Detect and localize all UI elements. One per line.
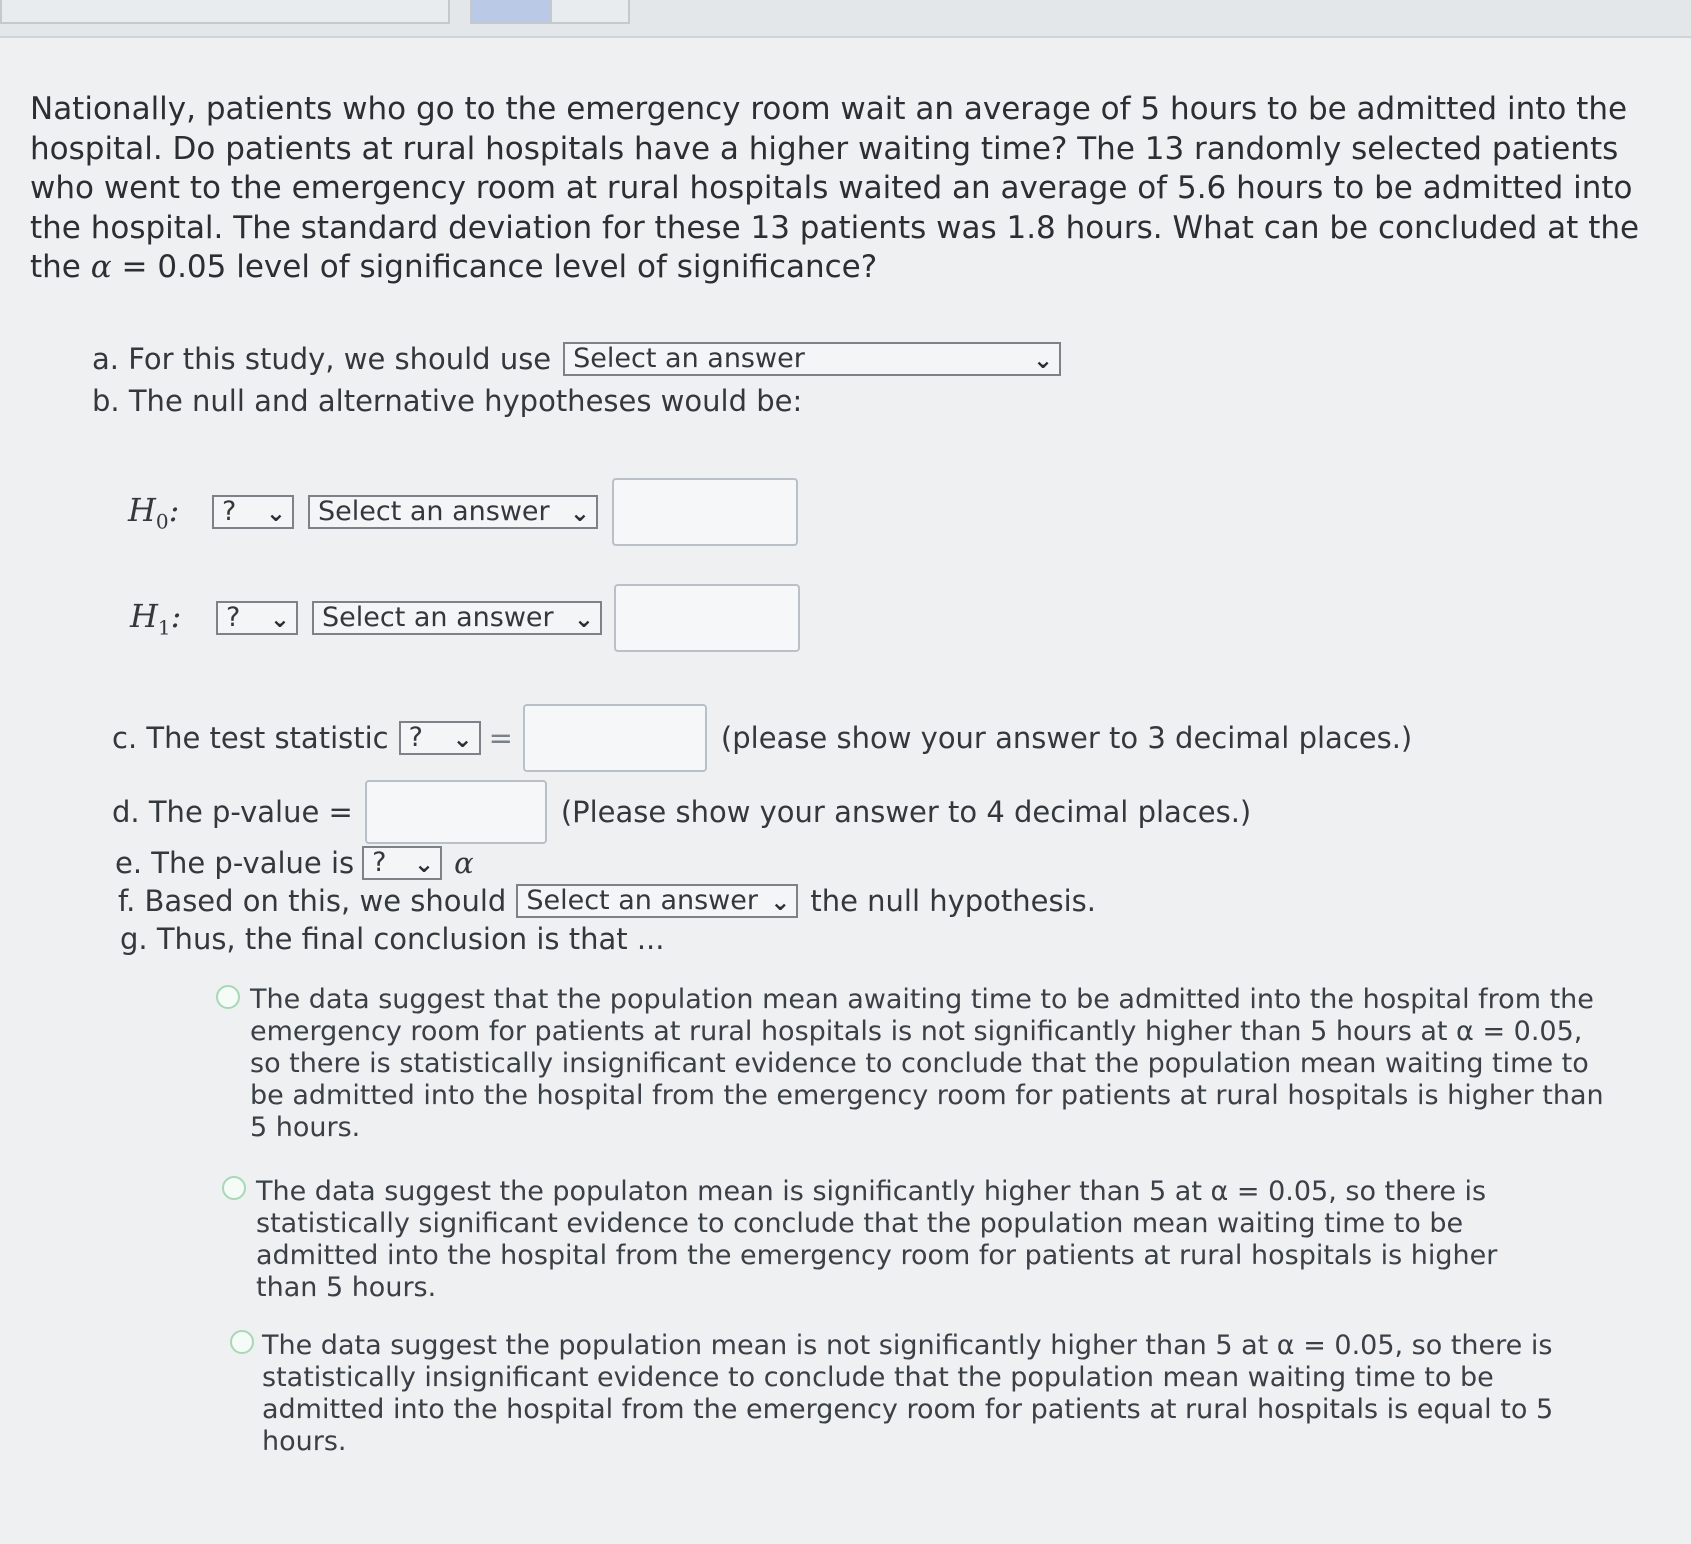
p-value-comparison-select[interactable]: [362, 846, 442, 880]
part-c-hint: (please show your answer to 3 decimal places.): [720, 721, 1413, 755]
h0-parameter-select[interactable]: [308, 495, 598, 529]
alpha-symbol: α: [90, 249, 112, 285]
part-a: [92, 342, 1061, 376]
h0-label: [128, 491, 208, 533]
chevron-down-icon: ⌄: [269, 605, 290, 633]
p-value-comparison-value: ?: [372, 847, 387, 878]
part-d-hint: (Please show your answer to 4 decimal places.): [560, 795, 1252, 829]
chevron-down-icon: ⌄: [573, 605, 594, 633]
h0-parameter-value: Select an answer: [318, 496, 550, 527]
conclusion-option[interactable]: The data suggest the populaton mean is significantly higher than 5 at α = 0.05, so there is statistically significant evidence to conclude that the population mean waiting time to be admitted into the hospital from the emergency room for patients at rural hospitals is higher than 5 hours.: [256, 1176, 1498, 1303]
h1-operator-value: ?: [226, 602, 241, 633]
part-c-label: c. The test statistic: [112, 721, 389, 755]
radio-circle-icon[interactable]: [230, 1330, 254, 1354]
equals-sign: =: [488, 721, 513, 755]
part-e: [115, 846, 474, 880]
radio-circle-icon[interactable]: [216, 985, 240, 1009]
h1-parameter-select[interactable]: [312, 601, 602, 635]
alternative-hypothesis-row: [130, 584, 800, 652]
chevron-down-icon: ⌄: [1033, 346, 1054, 374]
study-type-select[interactable]: [563, 342, 1061, 376]
part-d-label: d. The p-value =: [112, 795, 353, 829]
test-statistic-select-value: ?: [408, 722, 423, 753]
h0-subscript: 0: [155, 509, 169, 534]
h1-parameter-value: Select an answer: [322, 602, 554, 633]
part-a-label: a. For this study, we should use: [92, 342, 552, 376]
p-value-input[interactable]: [365, 780, 547, 844]
part-b-label: b. The null and alternative hypotheses would be:: [92, 384, 803, 418]
h1-value-input[interactable]: [614, 584, 800, 652]
h1-operator-select[interactable]: [216, 601, 298, 635]
null-hypothesis-row: [128, 478, 798, 546]
part-g: [120, 922, 664, 956]
part-g-label: g. Thus, the final conclusion is that ...: [120, 922, 665, 956]
test-statistic-input[interactable]: [523, 704, 707, 772]
conclusion-option[interactable]: The data suggest the population mean is not significantly higher than 5 at α = 0.05, so there is statistically insignificant evidence to conclude that the population mean waiting time to be admitted into the hospital from the emergency room for patients at rural hospitals is equal to 5 hours.: [262, 1330, 1554, 1457]
alpha-symbol: α: [454, 846, 474, 880]
part-d: [112, 780, 1251, 844]
study-type-select-value: Select an answer: [573, 343, 805, 374]
h0-colon: :: [168, 490, 180, 529]
part-f-label: f. Based on this, we should: [118, 884, 507, 918]
top-toolbar: [0, 0, 1691, 38]
part-e-label: e. The p-value is: [115, 846, 355, 880]
h1-colon: :: [170, 596, 182, 635]
h1-symbol: H: [130, 596, 158, 635]
conclusion-option[interactable]: The data suggest that the population mean awaiting time to be admitted into the hospital from the emergency room for patients at rural hospitals is not significantly higher than 5 hours at α = 0.05, so there is statistically insignificant evidence to conclude that the population mean waiting time to be admitted into the hospital from the emergency room for patients at rural hospitals is higher than 5 hours.: [250, 984, 1604, 1143]
part-f: [118, 884, 1096, 918]
chevron-down-icon: ⌄: [770, 888, 791, 916]
test-statistic-select[interactable]: [399, 721, 481, 755]
part-c: [112, 704, 1412, 772]
h0-operator-select[interactable]: [212, 495, 294, 529]
chevron-down-icon: ⌄: [265, 499, 286, 527]
h0-symbol: H: [128, 490, 156, 529]
radio-circle-icon[interactable]: [222, 1176, 246, 1200]
h1-label: [130, 597, 210, 639]
decision-select[interactable]: [516, 884, 798, 918]
toolbar-tab[interactable]: [0, 0, 450, 24]
toolbar-tab[interactable]: [550, 0, 630, 24]
question-text-end: = 0.05 level of significance level of significance?: [111, 249, 878, 285]
h1-subscript: 1: [157, 615, 171, 640]
toolbar-tab-active[interactable]: [470, 0, 554, 24]
part-f-suffix: the null hypothesis.: [810, 884, 1097, 918]
decision-select-value: Select an answer: [526, 885, 758, 916]
chevron-down-icon: ⌄: [569, 499, 590, 527]
chevron-down-icon: ⌄: [414, 850, 435, 878]
h0-operator-value: ?: [222, 496, 237, 527]
chevron-down-icon: ⌄: [452, 725, 473, 753]
h0-value-input[interactable]: [612, 478, 798, 546]
question-text: [30, 90, 1640, 288]
question-text-main: Nationally, patients who go to the emergency room wait an average of 5 hours to be admitted into the hospital. Do patients at rural hospitals have a higher waiting time? The 13 randomly selected patients who went to the emergency room at rural hospitals waited an average of 5.6 hours to be admitted into the hospital. The standard deviation for these 13 patients was 1.8 hours. What can be concluded at the the: [30, 91, 1640, 285]
part-b: [92, 384, 802, 418]
